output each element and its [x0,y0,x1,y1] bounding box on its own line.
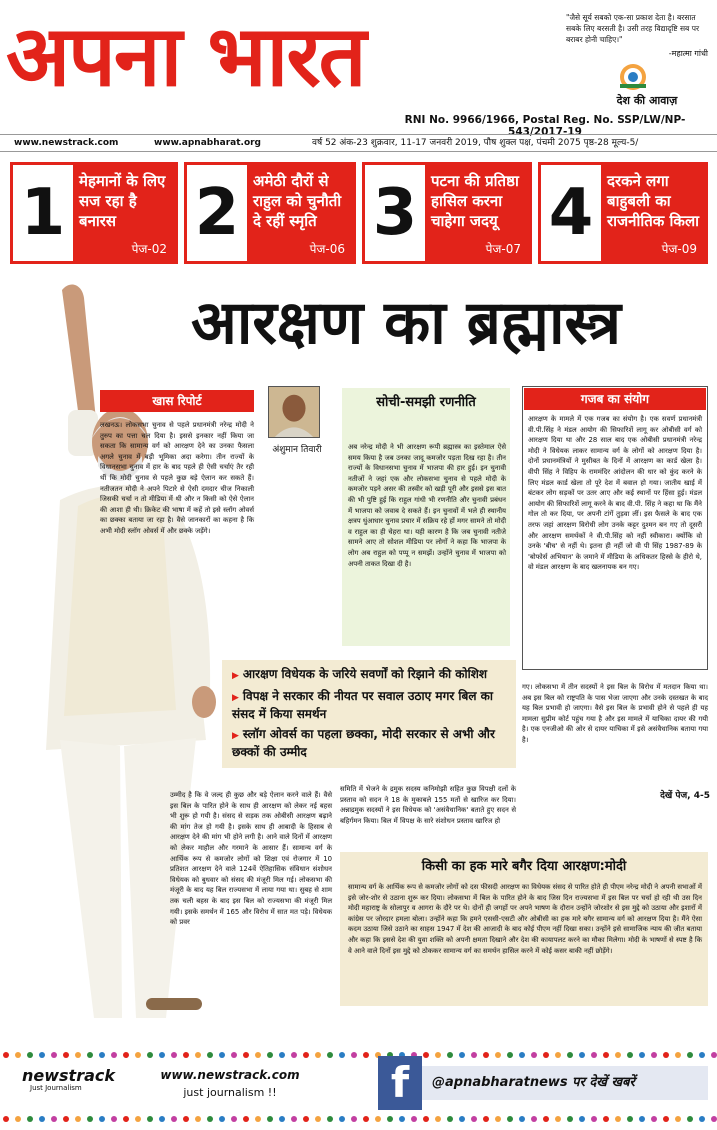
decor-dot [255,1116,261,1122]
decor-dot [267,1052,273,1058]
author-name: अंशुमान तिवारी [272,445,322,455]
decor-dot [435,1116,441,1122]
decor-dot [291,1116,297,1122]
highlight-item: ▶ विपक्ष ने सरकार की नीयत पर सवाल उठाए मगर बिल का संसद में किया समर्थन [232,688,516,722]
decor-dot [615,1052,621,1058]
decor-dot [567,1116,573,1122]
newstrack-url[interactable]: www.newstrack.com [160,1068,300,1082]
decor-dot [255,1052,261,1058]
teaser-title: पटना की प्रतिष्ठा हासिल करना चाहेगा जदयू [431,172,519,230]
decor-dot [495,1116,501,1122]
main-headline: आरक्षण का ब्रह्मास्त्र [191,288,621,358]
decor-dot [99,1116,105,1122]
decor-dot [543,1052,549,1058]
gajab-text: आरक्षण के मामले में एक गजब का संयोग है। एक सवर्ण प्रधानमंत्री वी.पी.सिंह ने मंडल आयोग की सिफारिशें लागू कर ओबीसी वर्ग को आरक्षण दिया था और 28 साल बाद एक ओबीसी प्रधानमंत्री नरेन्द्र मोदी ने विधेयक लाकर सामान्य वर्ग के लोगों को आरक्षण दिया है। दोनों प्रधानमंत्रियों ने मुसीबत के दिनों में आरक्षण का कार्ड खेला है। वीपी सिंह ने विहिप के राममंदिर आंदोलन की धार को कुंद करने के लिए मंडल कार्ड खेला तो पूरे देश में बवाल हो गया। जातीय खाई में बंटकर लोग सड़कों पर उतर आए और कई स्थानों पर हिंसा हुई। मंडल आयोग की सिफारिशें लागू करने के बाद वी.पी. सिंह ने कहा था कि मैंने गोल तो कर दिया, पर अपनी टांगें तुड़वा लीं। इस फैसले के बाद एक तरफ जहां आरक्षण विरोधी लोग उनके कट्टर दुश्मन बन गए तो दूसरी और आरक्षण समर्थकों ने वी.पी.सिंह को नहीं स्वीकारा। क्योंकि वो उनके 'बीच' से नहीं थे। इतना ही नहीं जो वी पी सिंह 1987-89 के 'बोफोर्स अभियान' के जमाने में मीडिया के अधिकतर हिस्से के हीरो थे, वो मंडल आरक्षण के बाद खलनायक बन गए। [528,415,702,572]
teaser-2[interactable] [184,162,356,264]
decor-dot [543,1116,549,1122]
newstrack-logo: newstrack [22,1066,116,1085]
teaser-title: मेहमानों के लिए सज रहा है बनारस [79,172,166,230]
teaser-number: 3 [372,176,418,250]
decor-dot [75,1052,81,1058]
decor-dot [447,1052,453,1058]
right-continuation-text: गए। लोकसभा में तीन सदस्यों ने इस बिल के विरोध में मतदान किया था। अब इस बिल को राष्ट्रपति के पास भेजा जाएगा और उनके दस्तखत के बाद यह बिल प्रभावी हो जाएगा। वैसे इस बिल के प्रभावी होने से पहले ही यह मामला सुप्रीम कोर्ट पहुंच गया है और इस मामले में याचिका दायर की गयी है। एक एनजीओ की ओर से दायर याचिका में इसे असंवैधानिक बताया गया है। [522,683,708,744]
teaser-box [601,165,705,261]
decor-dot [651,1052,657,1058]
teaser-page: पेज-06 [309,242,345,256]
decor-dot [507,1116,513,1122]
decor-dot [711,1052,717,1058]
decor-dot [339,1052,345,1058]
decor-dot [15,1052,21,1058]
site-link-apnabharat[interactable]: www.apnabharat.org [154,138,262,148]
sochi-heading: सोची-समझी रणनीति [376,395,476,410]
decor-dot [519,1052,525,1058]
decor-dot [39,1052,45,1058]
modi-text: सामान्य वर्ग के आर्थिक रूप से कमजोर लोगों को दस फीसदी आरक्षण का विधेयक संसद से पारित होते ही पीएम नरेन्द्र मोदी ने अपनी सभाओं में इसे जोर-शोर से उठाना शुरू कर दिया। लोकसभा में बिल के पारित होने के बाद जिस दिन राज्यसभा में इस बिल पर चर्चा हो रही थी उस दिन मोदी महाराष्ट्र के सोलापुर व आगरा के दौरे पर थे। दोनों ही जगहों पर अपने भाषण के दौरान उन्होंने जोरशोर से इस मुद्दे को उठाया और इशारों में कांग्रेस पर जोरदार हमला बोला। उन्होंने कहा कि हमने एससी-एसटी और ओबीसी का हक मारे बगैर सामान्य वर्ग को आरक्षण दिया है। मैंने ऐसा कदम उठाया जिसे उठाने का साहस 1947 में देश की आजादी के बाद कोई पीएम नहीं दिखा सका। उन्होंने इसे सामाजिक न्याय की जीत बताया और कहा कि इससे देश की युवा शक्ति को अपनी क्षमता दिखाने और देश की कायापलट करने का मौका मिलेगा। मोदी के भाषणों से स्पष्ट है कि वे आने वाले दिनों इस मुद्दे को ठोककर सामान्य वर्ग का समर्थन हासिल करने में कोई कसर बाकी नहीं छोड़ेंगे। [348,883,702,955]
quote-author: -महात्मा गांधी [668,49,708,58]
decor-dot [399,1116,405,1122]
decor-dot [111,1116,117,1122]
decor-dot [363,1116,369,1122]
teaser-number: 4 [548,176,594,250]
decor-dot [63,1052,69,1058]
gandhi-quote: "जैसे सूर्य सबको एक-सा प्रकाश देता है। बरसात सबके लिए बरसती है। उसी तरह विद्यादृष्टि सब पर बराबर होनी चाहिए।" [566,13,700,44]
decor-dot [159,1052,165,1058]
decor-dot [363,1052,369,1058]
decor-dot [351,1052,357,1058]
site-link-newstrack[interactable]: www.newstrack.com [14,138,119,148]
decor-dot [627,1052,633,1058]
newstrack-url-sub: just journalism !! [183,1086,277,1099]
decor-dot [507,1052,513,1058]
decor-dot [579,1116,585,1122]
decor-dot [87,1116,93,1122]
decor-dot [123,1052,129,1058]
facebook-icon[interactable]: f [378,1056,422,1110]
decor-dot [135,1116,141,1122]
decor-dot [531,1052,537,1058]
gajab-heading: गजब का संयोग [524,388,706,410]
decor-dot [27,1052,33,1058]
teaser-box [247,165,353,261]
highlight-item: ▶ आरक्षण विधेयक के जरिये सवर्णों को रिझाने की कोशिश [232,666,487,684]
decor-dot [159,1116,165,1122]
info-bar [0,134,717,152]
dot-border-bottom [0,1114,717,1124]
decor-dot [231,1052,237,1058]
column-b-text: समिति में भेजने के द्रमुक सदस्य कनिमोझी सहित कुछ विपक्षी दलों के प्रस्ताव को सदन ने 18 के मुकाबले 155 मतों से खारिज कर दिया। अन्नाद्रमुक सदस्यों ने इस विधेयक को 'असंवैधानिक' बताते हुए सदन से बहिर्गमन किया। बिल में विपक्ष के सारे संशोधन प्रस्ताव खारिज हो [340,785,516,825]
decor-dot [687,1052,693,1058]
decor-dot [315,1116,321,1122]
decor-dot [459,1116,465,1122]
decor-dot [75,1116,81,1122]
decor-dot [711,1116,717,1122]
decor-dot [39,1116,45,1122]
decor-dot [663,1116,669,1122]
teaser-4[interactable] [538,162,708,264]
decor-dot [327,1116,333,1122]
decor-dot [555,1052,561,1058]
decor-dot [147,1116,153,1122]
issue-info: वर्ष 52 अंक-23 शुक्रवार, 11-17 जनवरी 2019, पौष शुक्ल पक्ष, पंचमी 2075 पृष्ठ-28 मूल्य-5/ [312,138,639,148]
decor-dot [231,1116,237,1122]
decor-dot [423,1052,429,1058]
teaser-page: पेज-09 [661,242,697,256]
decor-dot [51,1052,57,1058]
decor-dot [615,1116,621,1122]
decor-dot [483,1116,489,1122]
decor-dot [27,1116,33,1122]
decor-dot [171,1116,177,1122]
decor-dot [111,1052,117,1058]
decor-dot [183,1052,189,1058]
decor-dot [627,1116,633,1122]
decor-dot [243,1116,249,1122]
decor-dot [675,1052,681,1058]
decor-dot [135,1052,141,1058]
teaser-page: पेज-02 [131,242,167,256]
teaser-1[interactable] [10,162,178,264]
decor-dot [687,1116,693,1122]
teaser-box [425,165,529,261]
decor-dot [471,1052,477,1058]
decor-dot [663,1052,669,1058]
decor-dot [555,1116,561,1122]
highlights-box [222,660,516,768]
decor-dot [219,1052,225,1058]
decor-dot [459,1052,465,1058]
decor-dot [3,1116,9,1122]
decor-dot [567,1052,573,1058]
modi-heading: किसी का हक मारे बगैर दिया आरक्षण:मोदी [421,859,627,874]
decor-dot [147,1052,153,1058]
author-photo [268,386,320,438]
decor-dot [699,1116,705,1122]
khas-report-text: लखनऊ। लोकसभा चुनाव से पहले प्रधानमंत्री नरेन्द्र मोदी ने तुरुप का पत्ता चल दिया है। इससे इनकार नहीं किया जा सकता कि सामान्य वर्ग को आरक्षण देने का उनका फैसला अगले चुनाव में बड़ी भूमिका अदा करेगा। तीन राज्यों के विधानसभा चुनाव में हार के बाद पहले ही ऐसी चर्चाएं तैर रही थीं कि मोदी चुनाव से पहले कुछ बड़े ऐलान कर सकते हैं। नतीजतन मोदी ने अपने पिटारे से ऐसी दमदार चीज निकाली जिसकी चर्चा न तो मीडिया में थी और न किसी को ऐसे ऐलान की आशा ही थी। क्रिकेट की भाषा में कहें तो इसे स्लॉग ओवर्स का छक्का बताया जा रहा है। वैसे जानकारों का कहना है कि अभी मोदी स्लॉग ओवर्स में और छक्के जड़ेंगे। [100,421,254,535]
decor-dot [519,1116,525,1122]
decor-dot [531,1116,537,1122]
tagline: देश की आवाज़ [616,94,678,107]
decor-dot [183,1116,189,1122]
decor-dot [471,1116,477,1122]
decor-dot [207,1116,213,1122]
decor-dot [267,1116,273,1122]
decor-dot [351,1116,357,1122]
decor-dot [327,1052,333,1058]
decor-dot [207,1052,213,1058]
decor-dot [591,1052,597,1058]
decor-dot [291,1052,297,1058]
decor-dot [639,1052,645,1058]
decor-dot [303,1116,309,1122]
teaser-number: 1 [20,176,66,250]
decor-dot [123,1116,129,1122]
decor-dot [375,1116,381,1122]
teaser-title: अमेठी दौरों से राहुल को चुनौती दे रहीं स्मृति [253,172,342,230]
decor-dot [243,1052,249,1058]
dot-border-top [0,1050,717,1060]
see-page-link[interactable]: देखें पेज, 4-5 [660,791,710,801]
decor-dot [339,1116,345,1122]
column-a-text: उम्मीद है कि वे जल्द ही कुछ और बड़े ऐलान करने वाले हैं। वैसे इस बिल के पारित होने के साथ ही आरक्षण को लेकर नई बहस भी शुरू हो गयी है। संसद से सड़क तक ओबीसी आरक्षण बढ़ाने की मांग तेज हो गयी है। इसके साथ ही आबादी के हिसाब से आरक्षण देने की मांग भी होने लगी है। आने वाले दिनों में आरक्षण को लेकर माहौल और गरमाने के आसार हैं। सामान्य वर्ग के आर्थिक रूप से कमजोर लोगों को शिक्षा एवं रोजगार में 10 प्रतिशत आरक्षण देने वाले 124वें ऐतिहासिक संविधान संशोधन विधेयक को बुधवार को संसद की मंजूरी मिल गई। लोकसभा की मंजूरी के बाद यह बिल राज्यसभा में लाया गया था। सुबह से शाम तक चली बहस के बाद इस बिल को राज्यसभा की मंजूरी मिल गयी। इसके समर्थन में 165 और विरोध में सात मत पड़े। विधेयक को प्रवर [170,791,332,927]
decor-dot [579,1052,585,1058]
khas-report-heading: खास रिपोर्ट [100,390,254,412]
decor-dot [87,1052,93,1058]
decor-dot [219,1116,225,1122]
decor-dot [699,1052,705,1058]
teaser-number: 2 [194,176,240,250]
decor-dot [195,1116,201,1122]
decor-dot [603,1052,609,1058]
emblem-icon [616,62,650,92]
decor-dot [675,1116,681,1122]
highlight-item: ▶ स्लॉग ओवर्स का पहला छक्का, मोदी सरकार से अभी और छक्कों की उम्मीद [232,726,516,760]
sochi-text: अब नरेन्द्र मोदी ने भी आरक्षण रूपी ब्रह्मास्त्र का इस्तेमाल ऐसे समय किया है जब उनका जादू कमजोर पड़ता दिख रहा है। तीन राज्यों के विधानसभा चुनाव में भाजपा की हार हुई। इन चुनावी नतीजों ने जहां एक और लोकसभा चुनाव से पहले मोदी के कमजोर पड़ने असर की तस्वीर को खड़ी पूरी और इससे इस बात की भी पुष्टि हुई कि राहुल गांधी भी रणनीति और चुनावी प्रबंधन में भाजपा को जवाब दे सकते हैं। इन चुनावों में भले ही स्थानीय क्षत्रप धुंआधार चुनाव प्रचार में सक्रिय रहे हों मगर सामने तो मोदी व राहुल का ही चेहरा था। यही कारण है कि जब चुनावी नतीजे सामने आए तो सोशल मीडिया पर लोगों ने कहा कि भाजपा के लोग अब राहुल को पप्पू न समझें। उन्होंने चुनाव में भाजपा को अपनी ताकत दिखा दी है। [348,443,506,568]
decor-dot [447,1116,453,1122]
masthead-title: अपना भारत [6,6,365,105]
decor-dot [3,1052,9,1058]
decor-dot [435,1052,441,1058]
decor-dot [279,1116,285,1122]
decor-dot [171,1052,177,1058]
decor-dot [495,1052,501,1058]
decor-dot [63,1116,69,1122]
decor-dot [483,1052,489,1058]
facebook-handle[interactable]: @apnabharatnews पर देखें खबरें [422,1066,708,1100]
decor-dot [99,1052,105,1058]
decor-dot [651,1116,657,1122]
decor-dot [423,1116,429,1122]
decor-dot [603,1116,609,1122]
newstrack-tagline: Just Journalism [30,1084,82,1092]
decor-dot [639,1116,645,1122]
teaser-page: पेज-07 [485,242,521,256]
decor-dot [315,1052,321,1058]
decor-dot [51,1116,57,1122]
decor-dot [387,1116,393,1122]
registration-line: RNI No. 9966/1966, Postal Reg. No. SSP/LW/NP-543/2017-19 [404,114,686,138]
decor-dot [411,1116,417,1122]
decor-dot [303,1052,309,1058]
decor-dot [15,1116,21,1122]
teaser-box [73,165,175,261]
decor-dot [591,1116,597,1122]
teaser-title: दरकने लगा बाहुबली का राजनीतिक किला [607,172,699,230]
decor-dot [195,1052,201,1058]
decor-dot [279,1052,285,1058]
teaser-3[interactable] [362,162,532,264]
